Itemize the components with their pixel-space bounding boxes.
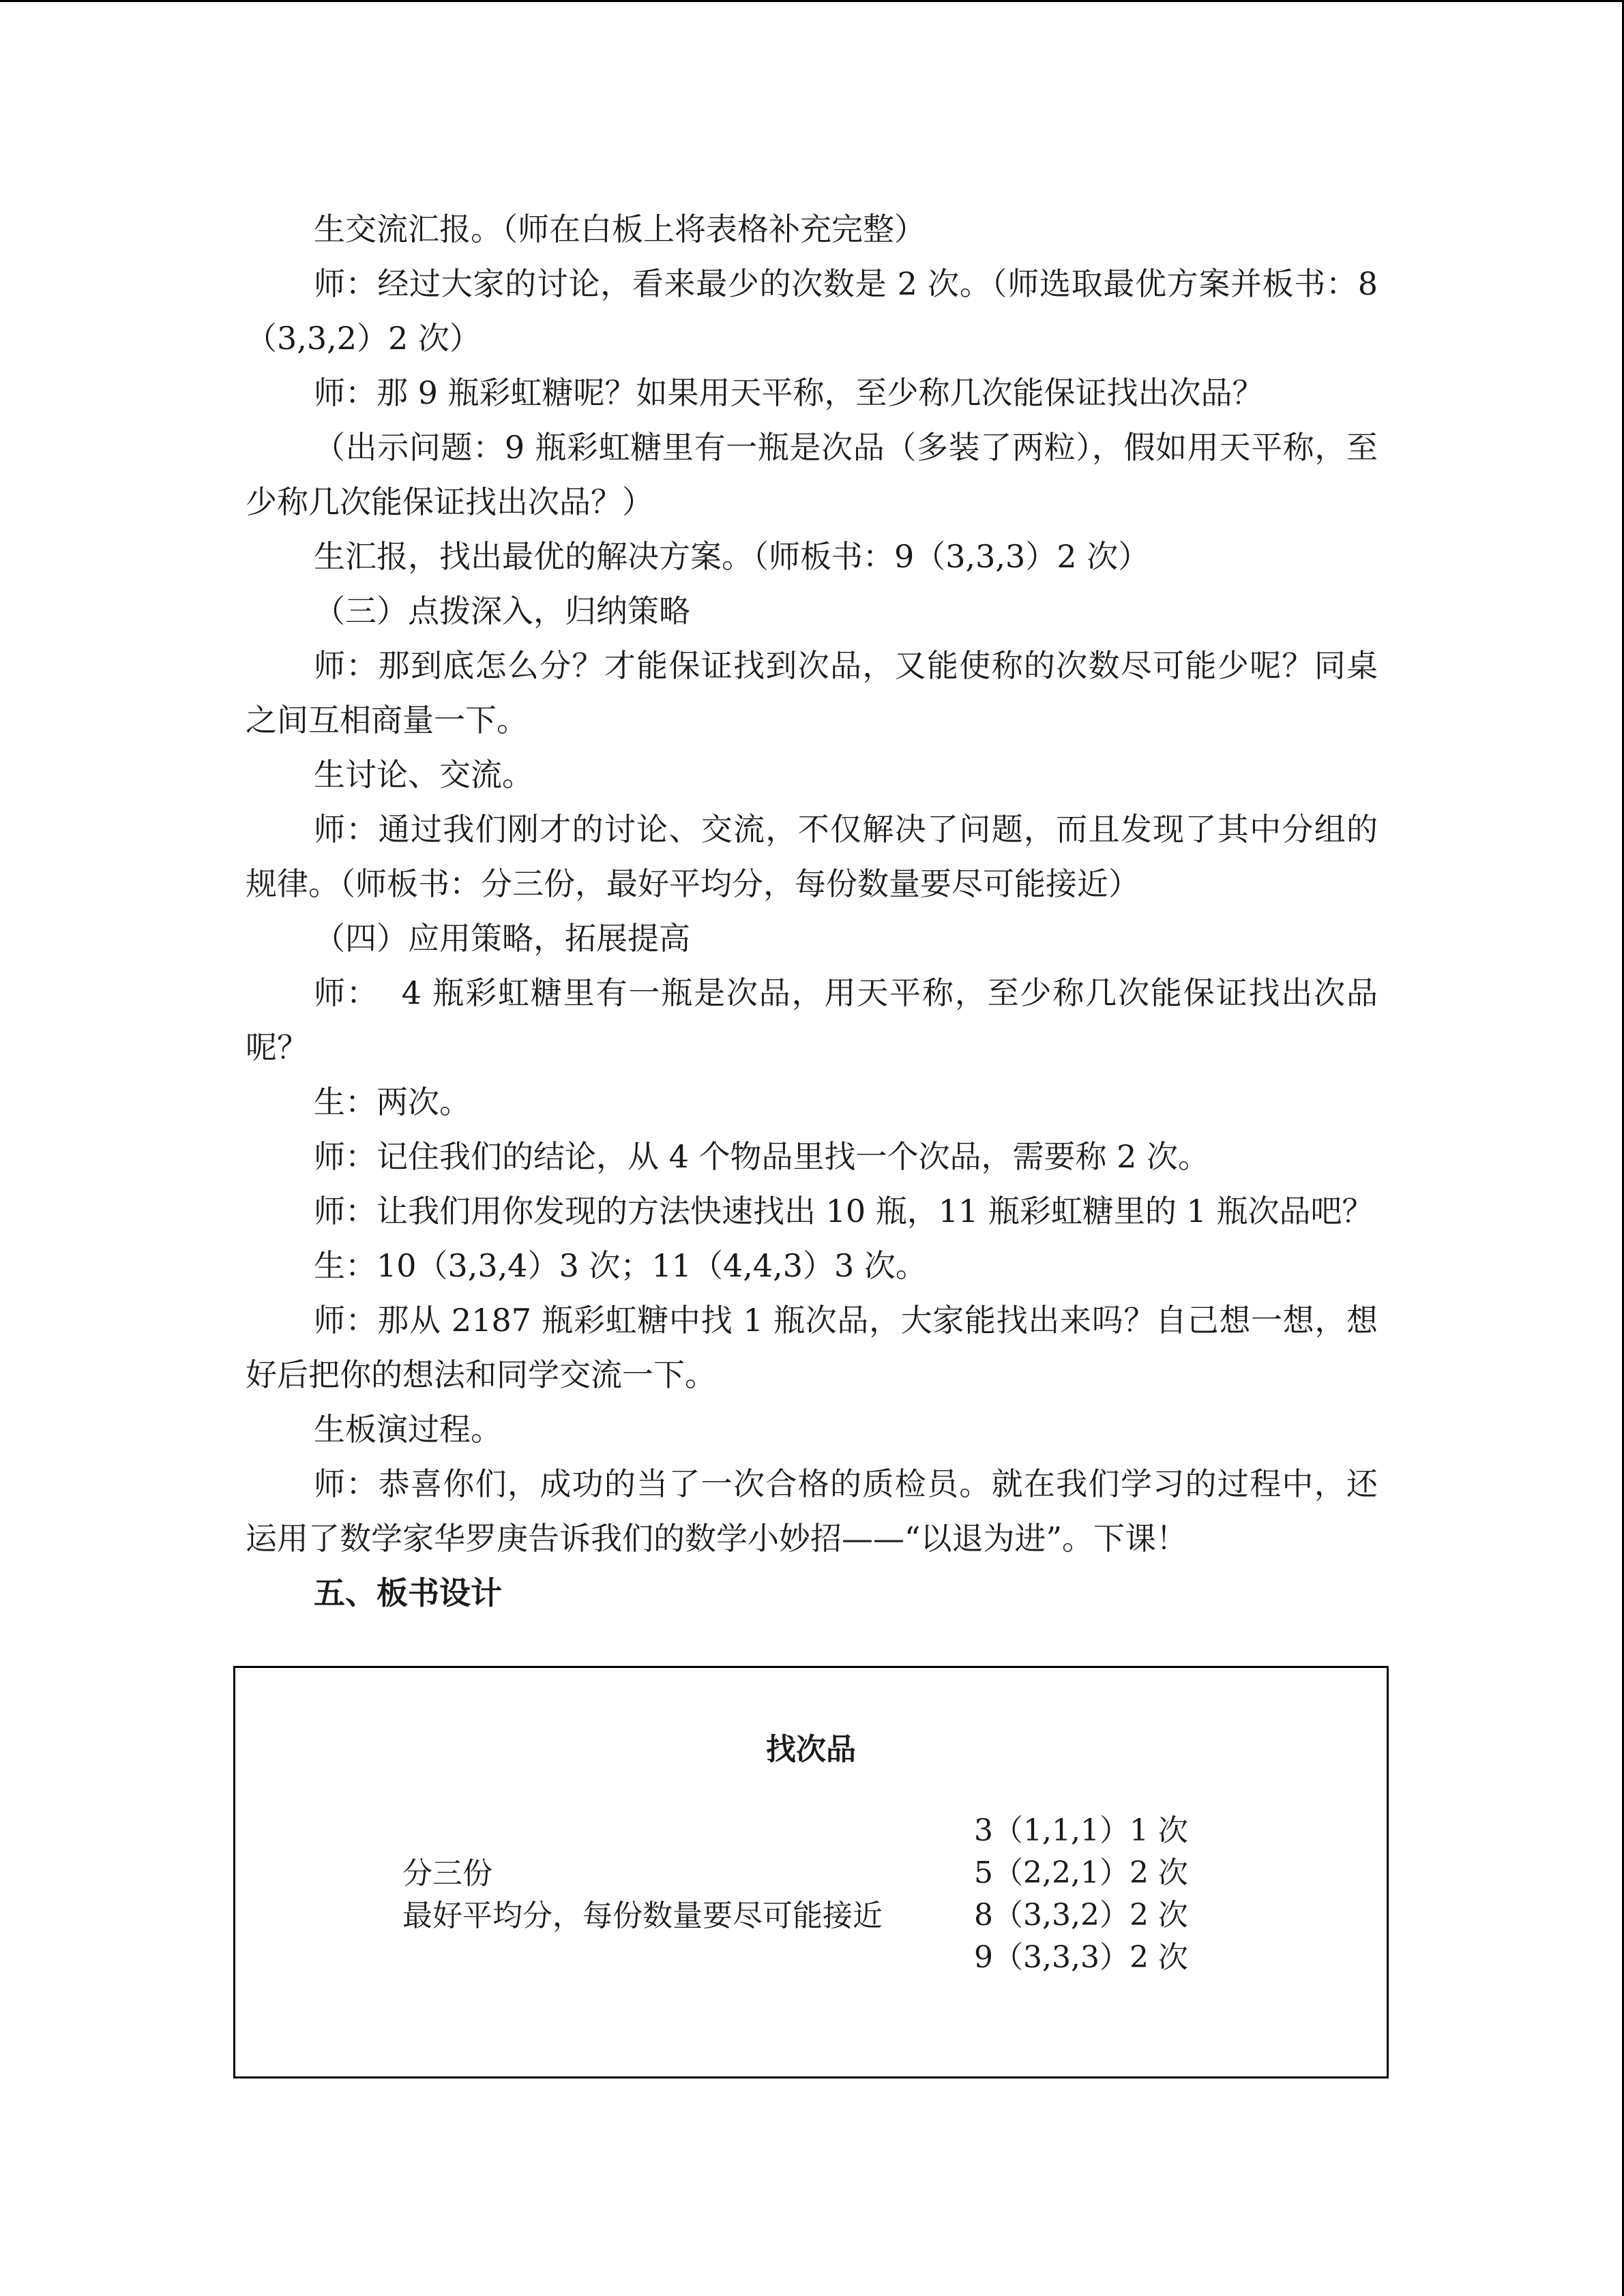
blackboard-design-box [233,1666,1389,2078]
page-top-border [0,0,1624,2]
board-examples [974,1810,1188,1979]
section-heading: 五、板书设计 [314,1575,502,1611]
board-example-line: 9（3,3,3）2 次 [974,1940,1188,1975]
document-body [246,202,1378,1620]
board-example-line: 5（2,2,1）2 次 [974,1855,1188,1890]
paragraph: 生交流汇报。（师在白板上将表格补充完整） [314,211,926,248]
paragraph: 师：那从 2187 瓶彩虹糖中找 1 瓶次品，大家能找出来吗？自己想一想，想好后把你的想法和同学交流一下。 [246,1302,1378,1393]
board-title: 找次品 [766,1732,856,1767]
paragraph: 师：经过大家的讨论，看来最少的次数是 2 次。（师选取最优方案并板书：8（3,3,2）2 次） [246,265,1378,357]
subsection-heading: （三）点拨深入，归纳策略 [314,593,690,629]
board-example-line: 8（3,3,2）2 次 [974,1898,1188,1933]
paragraph: 生：10（3,3,4）3 次；11（4,4,3）3 次。 [314,1247,927,1284]
paragraph: 师：通过我们刚才的讨论、交流，不仅解决了问题，而且发现了其中分组的规律。（师板书：分三份，最好平均分，每份数量要尽可能接近） [246,811,1378,902]
subsection-heading: （四）应用策略，拓展提高 [314,920,690,957]
paragraph: 师：恭喜你们，成功的当了一次合格的质检员。就在我们学习的过程中，还运用了数学家华罗庚告诉我们的数学小妙招——“以退为进”。下课！ [246,1465,1378,1557]
paragraph: 师：记住我们的结论，从 4 个物品里找一个次品，需要称 2 次。 [314,1138,1210,1175]
paragraph: 生讨论、交流。 [314,756,533,793]
paragraph: 生板演过程。 [314,1411,502,1448]
board-strategy-line: 最好平均分，每份数量要尽可能接近 [402,1898,883,1933]
board-strategy [402,1853,883,1937]
paragraph: 师：让我们用你发现的方法快速找出 10 瓶，11 瓶彩虹糖里的 1 瓶次品吧？ [314,1193,1374,1229]
paragraph: 生汇报，找出最优的解决方案。（师板书：9（3,3,3）2 次） [314,538,1150,575]
paragraph: 师： 4 瓶彩虹糖里有一瓶是次品，用天平称，至少称几次能保证找出次品呢？ [246,974,1378,1066]
board-example-line: 3（1,1,1）1 次 [974,1813,1188,1848]
paragraph: 师：那 9 瓶彩虹糖呢？如果用天平称，至少称几次能保证找出次品？ [314,374,1264,411]
paragraph: （出示问题：9 瓶彩虹糖里有一瓶是次品（多装了两粒），假如用天平称，至少称几次能保证找出次品？） [246,429,1378,520]
paragraph: 生：两次。 [314,1084,471,1120]
board-strategy-line: 分三份 [402,1856,492,1891]
paragraph: 师：那到底怎么分？才能保证找到次品，又能使称的次数尽可能少呢？同桌之间互相商量一下。 [246,647,1378,739]
